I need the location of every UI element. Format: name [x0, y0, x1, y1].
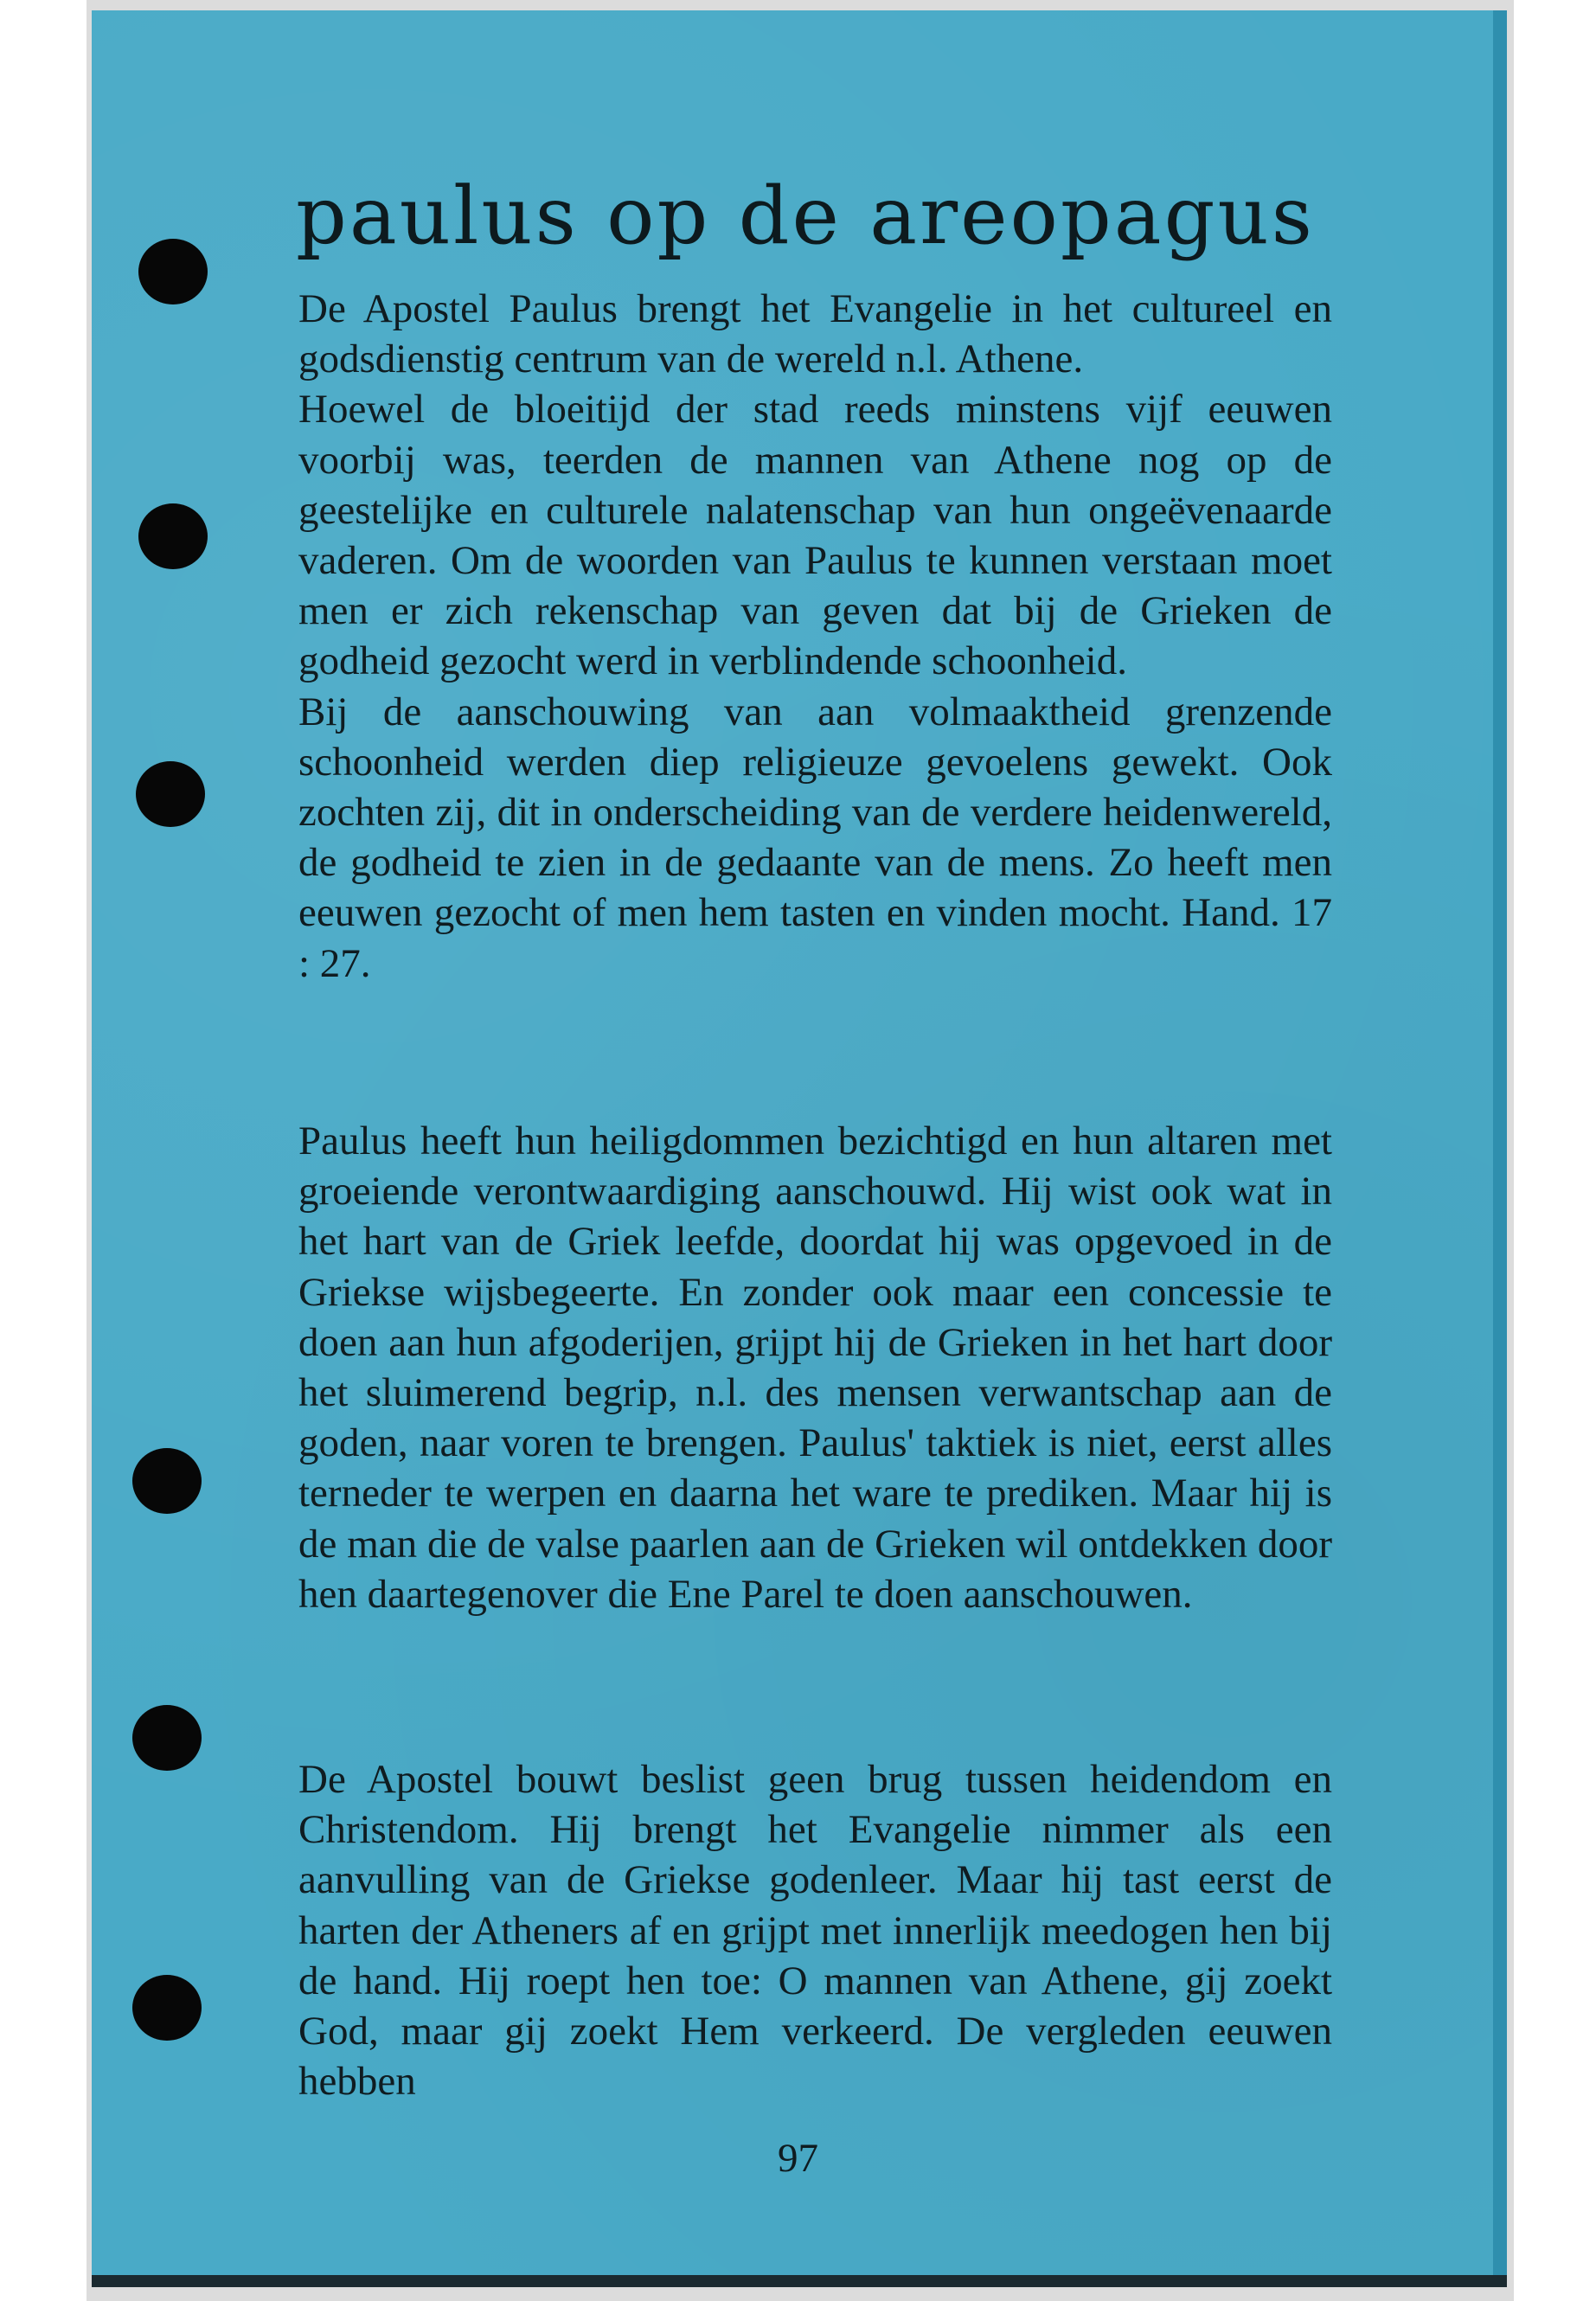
page-bottom-shadow	[92, 2275, 1507, 2287]
text-section-3	[298, 1754, 1332, 2106]
page-number: 97	[778, 2136, 818, 2181]
punch-hole	[136, 761, 205, 827]
paragraph: Bij de aanschouwing van aan volmaaktheid grenzende schoonheid werden diep religieuze gevoelens gewekt. Ook zochten zij, dit in onderscheiding van de verdere heidenwereld, de godheid te zien in de gedaante van de mens. Zo heeft men eeuwen gezocht of men hem tasten en vinden mocht. Hand. 17 : 27.	[298, 689, 1332, 986]
text-section-1	[298, 284, 1332, 989]
punch-hole	[138, 503, 208, 569]
paragraph: Paulus heeft hun heiligdommen bezichtigd en hun altaren met groeiende verontwaardiging aanschouwd. Hij wist ook wat in het hart van de Griek leefde, doordat hij was opgevoed in de Griekse wijsbegeerte. En zonder ook maar een concessie te doen aan hun afgoderijen, grijpt hij de Grieken in het hart door het sluimerend begrip, n.l. des mensen verwantschap aan de goden, naar voren te brengen. Paulus' taktiek is niet, eerst alles terneder te werpen en daarna het ware te prediken. Maar hij is de man die de valse paarlen aan de Grieken wil ontdekken door hen daartegenover die Ene Parel te doen aanschouwen.	[298, 1118, 1332, 1617]
punch-hole	[132, 1975, 202, 2041]
text-section-2	[298, 1116, 1332, 1619]
punch-hole	[132, 1448, 202, 1514]
page-title: paulus op de areopagus	[296, 170, 1315, 262]
page-edge	[1493, 10, 1507, 2284]
punch-hole	[138, 239, 208, 304]
paragraph: Hoewel de bloeitijd der stad reeds minstens vijf eeuwen voorbij was, teerden de mannen van Athene nog op de geestelijke en culturele nalatenschap van hun ongeëvenaarde vaderen. Om de woorden van Paulus te kunnen verstaan moet men er zich rekenschap van geven dat bij de Grieken de godheid gezocht werd in verblindende schoonheid.	[298, 387, 1332, 684]
paragraph: De Apostel Paulus brengt het Evangelie in het cultureel en godsdienstig centrum van de wereld n.l. Athene.	[298, 286, 1332, 382]
paragraph: De Apostel bouwt beslist geen brug tussen heidendom en Christendom. Hij brengt het Evangelie nimmer als een aanvulling van de Griekse godenleer. Maar hij tast eerst de harten der Atheners af en grijpt met innerlijk meedogen hen bij de hand. Hij roept hen toe: O mannen van Athene, gij zoekt God, maar gij zoekt Hem verkeerd. De vergleden eeuwen hebben	[298, 1757, 1332, 2105]
punch-hole	[132, 1705, 202, 1771]
